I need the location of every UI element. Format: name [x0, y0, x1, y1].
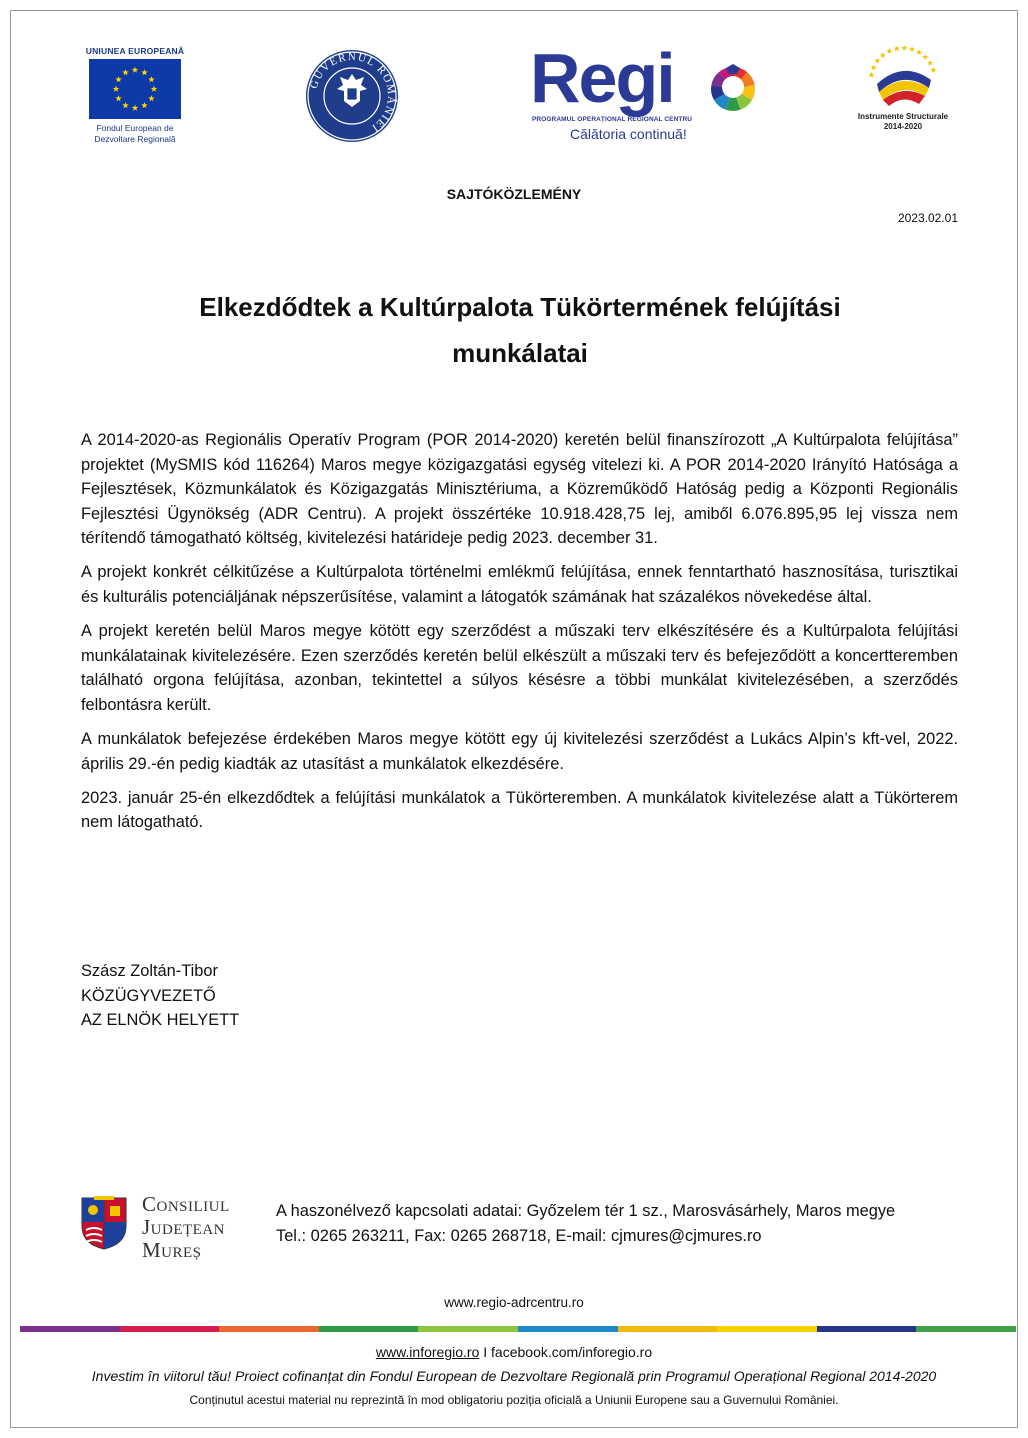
structural-instruments-icon [863, 40, 943, 112]
beneficiary-contact [276, 1199, 895, 1248]
stripe-segment [120, 1326, 220, 1332]
body-paragraph-3: A projekt keretén belül Maros megye kötött egy szerződést a műszaki terv elkészítésére és a Kultúrpalota felújítási munkálatainak kivitelezésére. Ezen szerződés keretén belül elkészült a műszaki terv és befejeződött a koncertteremben található orgona felújítása, azonban, tekintettel a súlyos késésre a többi munkálat kivitelezésében, a szerződés felbontásra került. [81, 622, 958, 714]
eu-flag-icon [89, 59, 181, 119]
is-caption-1: Instrumente Structurale [857, 112, 949, 121]
document-date: 2023.02.01 [897, 211, 958, 225]
regio-slogan: Călătoria continuă! [570, 126, 687, 142]
eu-caption-2: Dezvoltare Regională [94, 134, 176, 144]
regio-program-label: PROGRAMUL OPERAȚIONAL REGIONAL CENTRU [532, 116, 693, 123]
color-wheel-icon [708, 62, 758, 112]
stripe-segment [717, 1326, 817, 1332]
body-paragraph-4: A munkálatok befejezése érdekében Maros megye kötött egy új kivitelezési szerződést a Lukács Alpin’s kft-vel, 2022. április 29.-én pedig kiadták az utasítást a munkálatok elkezdésére. [81, 730, 958, 773]
stripe-segment [319, 1326, 419, 1332]
gov-ring-text: GUVERNUL ROMÂNIEI [307, 50, 398, 135]
county-council-logo-text [142, 1193, 230, 1262]
document-body [81, 428, 958, 844]
cofinancing-statement: Investim în viitorul tău! Proiect cofinanțat din Fondul European de Dezvoltare Regională prin Programul Operațional Regional 2014-2020 [91, 1368, 937, 1384]
signature-role: KÖZÜGYVEZETŐ [81, 986, 216, 1005]
contact-phone-email: Tel.: 0265 263211, Fax: 0265 268718, E-mail: cjmures@cjmures.ro [276, 1226, 762, 1245]
signature-role-2: AZ ELNÖK HELYETT [81, 1011, 240, 1030]
cjm-line-1: Consiliul [142, 1192, 230, 1216]
links-separator: I [479, 1344, 492, 1360]
structural-instruments-logo [848, 40, 958, 132]
stripe-segment [817, 1326, 917, 1332]
eu-logo [85, 46, 185, 145]
regio-website-link[interactable]: www.regio-adrcentru.ro [444, 1295, 584, 1310]
color-stripe [20, 1326, 1016, 1332]
signature-name: Szász Zoltán-Tibor [81, 962, 218, 980]
body-paragraph-1: A 2014-2020-as Regionális Operatív Program (POR 2014-2020) keretén belül finanszírozott „A Kultúrpalota felújítása” projektet (MySMIS kód 116264) Maros megye közigazgatási egység vitelezi ki. A POR 2014-2020 Irányító Hatósága a Fejlesztések, Közmunkálatok és Közigazgatás Minisztériuma, a Közreműködő Hatóság pedig a Központi Regionális Fejlesztési Ügynökség (ADR Centru). A projekt összértéke 10.918.428,75 lej, amiből 6.076.895,95 lej vissza nem térítendő támogatható költség, kivitelezési határideje pedig 2023. december 31. [81, 431, 958, 548]
contact-address: A haszonélvező kapcsolati adatai: Győzelem tér 1 sz., Marosvásárhely, Maros megye [276, 1202, 896, 1220]
press-release-label: SAJTÓKÖZLEMÉNY [446, 186, 582, 202]
facebook-link[interactable]: facebook.com/inforegio.ro [491, 1344, 653, 1360]
stripe-segment [618, 1326, 718, 1332]
stripe-segment [20, 1326, 120, 1332]
stripe-segment [916, 1326, 1016, 1332]
regio-logo [530, 39, 762, 144]
title-line-2: munkálatai [452, 338, 588, 368]
footer-links [0, 1344, 1028, 1360]
body-paragraph-5: 2023. január 25-én elkezdődtek a felújítási munkálatok a Tükörteremben. A munkálatok kivitelezése alatt a Tükörterem nem látogatható. [81, 788, 958, 832]
document-title [80, 284, 960, 376]
cjm-line-2: Județean [142, 1215, 225, 1239]
county-coat-of-arms-icon [80, 1196, 128, 1250]
eu-logo-top-label: UNIUNEA EUROPEANĂ [85, 46, 185, 56]
stripe-segment [219, 1326, 319, 1332]
inforegio-link[interactable]: www.inforegio.ro [375, 1344, 480, 1360]
body-paragraph-2: A projekt konkrét célkitűzése a Kultúrpalota történelmi emlékmű felújítása, ennek fenntartható hasznosítása, turisztikai és kulturális potenciáljának népszerűsítése, valamint a látogatók számának hat százalékos növekedése által. [81, 563, 958, 607]
disclaimer: Conținutul acestui material nu reprezintă în mod obligatoriu poziția oficială a Uniunii Europene sau a Guvernului României. [189, 1393, 839, 1407]
title-line-1: Elkezdődtek a Kultúrpalota Tükörtermének felújítási [199, 292, 841, 322]
eu-caption-1: Fondul European de [96, 123, 174, 133]
stripe-segment [518, 1326, 618, 1332]
is-caption-2: 2014-2020 [883, 122, 923, 131]
government-seal-icon [304, 48, 400, 144]
cjm-line-3: Mureș [142, 1238, 202, 1262]
regio-wordmark: Regi [530, 39, 674, 117]
stripe-segment [418, 1326, 518, 1332]
signature-block [81, 959, 239, 1033]
